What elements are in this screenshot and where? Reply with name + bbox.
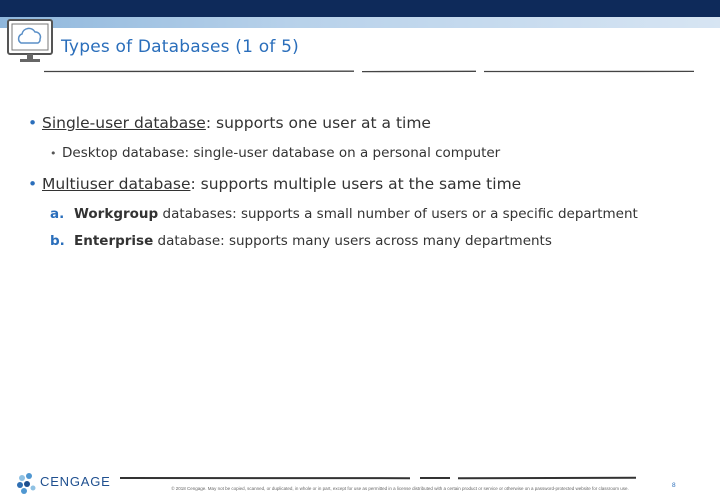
term-workgroup: Workgroup [74,206,159,222]
bullet-single-user [28,114,431,132]
top-bar [0,0,720,17]
bullet-marker: • [28,114,38,132]
list-number: a. [50,206,65,222]
term-multiuser: Multiuser database [42,175,191,193]
term-enterprise: Enterprise [74,233,154,249]
term-single-user: Single-user database [42,114,206,132]
sub-bullet-text: database: supports many users across many departments [153,233,552,249]
sub-bullet-desktop [50,145,500,161]
sub-bullet-enterprise [50,233,552,249]
cengage-logo-text: CENGAGE [40,474,111,489]
copyright-notice: © 2018 Cengage. May not be copied, scanned, or duplicated, in whole or in part, except for use as permitted in a license distributed with a certain product or service or otherwise on a password-protected website for classroom use. [171,486,629,491]
bullet-text: : supports multiple users at the same time [190,175,522,193]
bullet-marker: • [28,175,38,193]
cloud-computer-icon [6,18,56,66]
list-number: b. [50,233,65,249]
sub-bullet-text: databases: supports a small number of users or a specific department [158,206,638,222]
sub-bullet-text: Desktop database: single-user database on a personal computer [62,145,501,161]
slide-title: Types of Databases (1 of 5) [61,37,299,57]
bullet-text: : supports one user at a time [205,114,431,132]
page-number: 8 [672,482,676,489]
sub-bullet-workgroup [50,206,638,222]
title-divider [44,70,694,73]
sub-bullet-marker: • [50,147,57,160]
top-bar-stripe [0,17,720,28]
bullet-multiuser [28,175,521,193]
footer-divider [120,475,636,481]
